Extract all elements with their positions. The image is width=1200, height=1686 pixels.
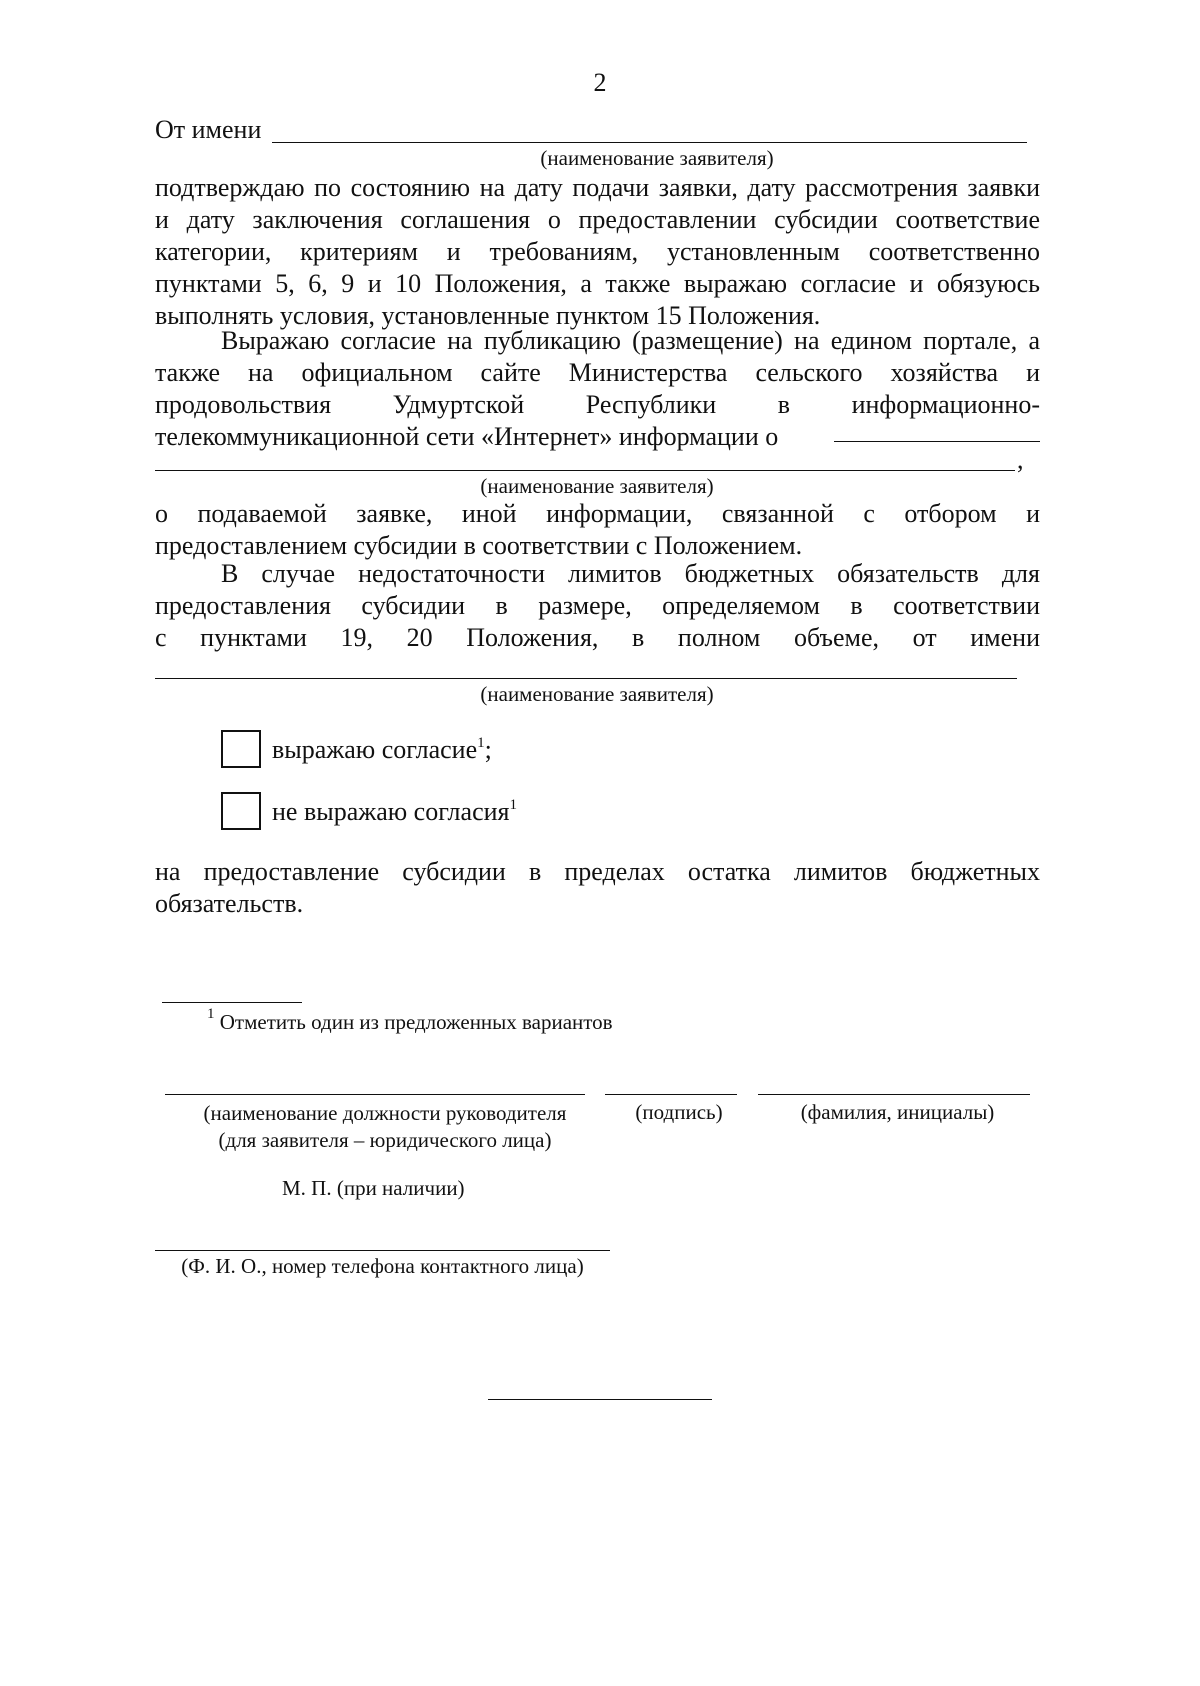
paragraph-budget-limits [155,558,1040,654]
signature-field[interactable] [605,1094,737,1095]
position-caption [165,1100,605,1154]
footnote [207,1005,613,1035]
position-field[interactable] [165,1094,585,1095]
text-line: предоставления субсидии в размере, определяемом в соответствии [155,591,1040,620]
text-line: предоставлением субсидии в соответствии с Положением. [155,531,803,560]
applicant-caption: (наименование заявителя) [540,146,774,170]
contact-field[interactable] [155,1250,610,1251]
text-line: подтверждаю по состоянию на дату подачи заявки, дату рассмотрения заявки [155,173,1040,202]
text-line: категории, критериям и требованиям, установленным соответственно [155,237,1040,266]
caption-line: (наименование должности руководителя [203,1101,567,1125]
consent-checkbox[interactable] [221,730,261,768]
text-line: обязательств. [155,889,304,918]
applicant-name-field-3[interactable] [155,678,1017,679]
applicant-caption: (наименование заявителя) [480,474,714,498]
contact-caption: (Ф. И. О., номер телефона контактного лица) [181,1254,584,1278]
paragraph-remaining-limits [155,856,1040,920]
text-line: Выражаю согласие на публикацию (размещение) на едином портале, а [221,326,1040,355]
option-text: не выражаю согласия [272,797,510,826]
text-line: о подаваемой заявке, иной информации, связанной с отбором и [155,499,1040,528]
text-line: также на официальном сайте Министерства сельского хозяйства и [155,358,1040,387]
footnote-separator [162,1002,302,1003]
text-line: с пунктами 19, 20 Положения, в полном объеме, от имени [155,623,1040,652]
caption-line: (для заявителя – юридического лица) [218,1128,552,1152]
consent-option-label [272,734,492,766]
comma: , [1017,445,1024,474]
applicant-caption: (наименование заявителя) [480,682,714,706]
text-line: пунктами 5, 6, 9 и 10 Положения, а также выражаю согласие и обязуюсь [155,269,1040,298]
option-text: выражаю согласие [272,735,478,764]
paragraph-confirmation [155,172,1040,332]
page-number: 2 [593,68,607,97]
footnote-text: Отметить один из предложенных вариантов [219,1010,613,1034]
text-line: телекоммуникационной сети «Интернет» информации о [155,422,779,451]
text-line: В случае недостаточности лимитов бюджетных обязательств для [221,559,1040,588]
option-suffix: ; [484,735,492,764]
no-consent-checkbox[interactable] [221,792,261,830]
text-line: и дату заключения соглашения о предоставлении субсидии соответствие [155,205,1040,234]
paragraph-publication-consent [155,325,1040,453]
footnote-ref: 1 [477,734,485,751]
signature-caption: (подпись) [635,1100,723,1124]
name-caption: (фамилия, инициалы) [800,1100,995,1124]
name-field[interactable] [758,1094,1030,1095]
end-rule [488,1399,712,1400]
text-line: на предоставление субсидии в пределах остатка лимитов бюджетных [155,857,1040,886]
stamp-label: М. П. (при наличии) [282,1176,465,1200]
text-line: выполнять условия, установленные пунктом 15 Положения. [155,301,821,330]
applicant-name-field[interactable] [272,142,1027,143]
text-line: продовольствия Удмуртской Республики в информационно- [155,390,1040,419]
applicant-name-field-2a[interactable] [834,441,1040,442]
footnote-mark: 1 [207,1005,215,1022]
no-consent-option-label [272,796,517,828]
applicant-prefix: От имени [155,115,262,144]
paragraph-publication-consent-cont [155,498,1040,562]
applicant-name-field-2b[interactable] [155,470,1015,471]
footnote-ref: 1 [509,796,517,813]
